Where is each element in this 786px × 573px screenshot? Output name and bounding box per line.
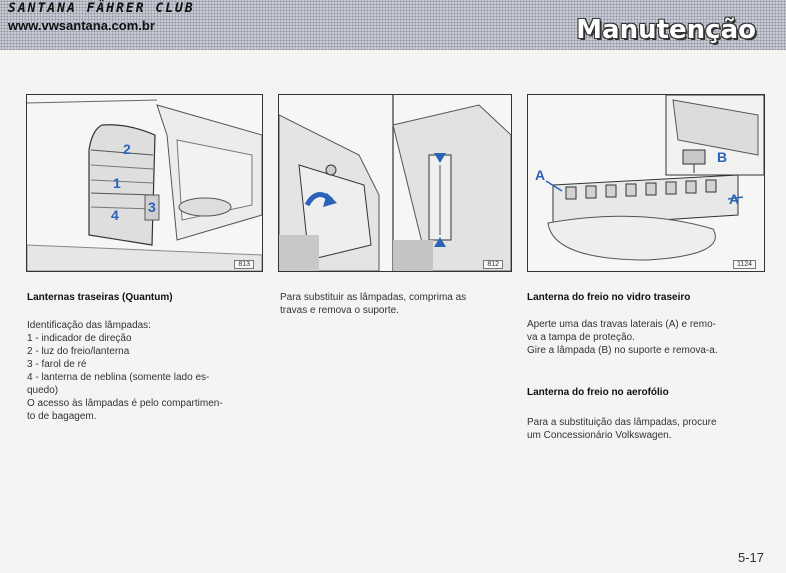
- luggage-compartment-illustration: [279, 95, 511, 271]
- list-item: quedo): [27, 385, 59, 396]
- col1-intro: Identificação das lâmpadas:: [27, 320, 151, 331]
- col3-para2-line: Para a substituição das lâmpadas, procure: [527, 417, 717, 428]
- list-item: 3 - farol de ré: [27, 359, 87, 370]
- col3-heading-spoiler: Lanterna do freio no aerofólio: [527, 387, 669, 398]
- figure-number: 1124: [733, 260, 756, 269]
- col1-access-line: O acesso às lâmpadas é pelo compartimen-: [27, 398, 223, 409]
- col3-para1-line: Aperte uma das travas laterais (A) e remo-: [527, 319, 716, 330]
- col3-heading-rear-window: Lanterna do freio no vidro traseiro: [527, 292, 691, 303]
- callout-a-left: A: [535, 167, 546, 183]
- callout-2: 2: [123, 141, 131, 157]
- list-item: 4 - lanterna de neblina (somente lado es-: [27, 372, 210, 383]
- callout-a-right: A: [729, 191, 740, 207]
- club-name: SANTANA FÄHRER CLUB: [8, 1, 195, 16]
- col3-para1-line: Gire a lâmpada (B) no suporte e remova-a.: [527, 345, 718, 356]
- col1-access-line: to de bagagem.: [27, 411, 97, 422]
- callout-b: B: [717, 149, 728, 165]
- list-item: 2 - luz do freio/lanterna: [27, 346, 130, 357]
- col2-line: travas e remova o suporte.: [280, 305, 399, 316]
- figure-tail-light: [26, 94, 263, 272]
- col3-para2-line: um Concessionário Volkswagen.: [527, 430, 672, 441]
- callout-4: 4: [111, 207, 119, 223]
- figure-brake-light: [527, 94, 765, 272]
- callout-3: 3: [148, 199, 156, 215]
- section-title: Manutenção: [576, 15, 756, 45]
- club-url[interactable]: www.vwsantana.com.br: [8, 18, 155, 33]
- tail-light-illustration: [27, 95, 262, 271]
- figure-number: 813: [234, 260, 254, 269]
- callout-1: 1: [113, 175, 121, 191]
- list-item: 1 - indicador de direção: [27, 333, 132, 344]
- col3-para1-line: va a tampa de proteção.: [527, 332, 635, 343]
- col2-line: Para substituir as lâmpadas, comprima as: [280, 292, 467, 303]
- page-number: 5-17: [737, 550, 764, 565]
- figure-number: 812: [483, 260, 503, 269]
- figure-luggage-compartment: [278, 94, 512, 272]
- col1-heading: Lanternas traseiras (Quantum): [27, 292, 173, 303]
- brake-light-illustration: [528, 95, 764, 271]
